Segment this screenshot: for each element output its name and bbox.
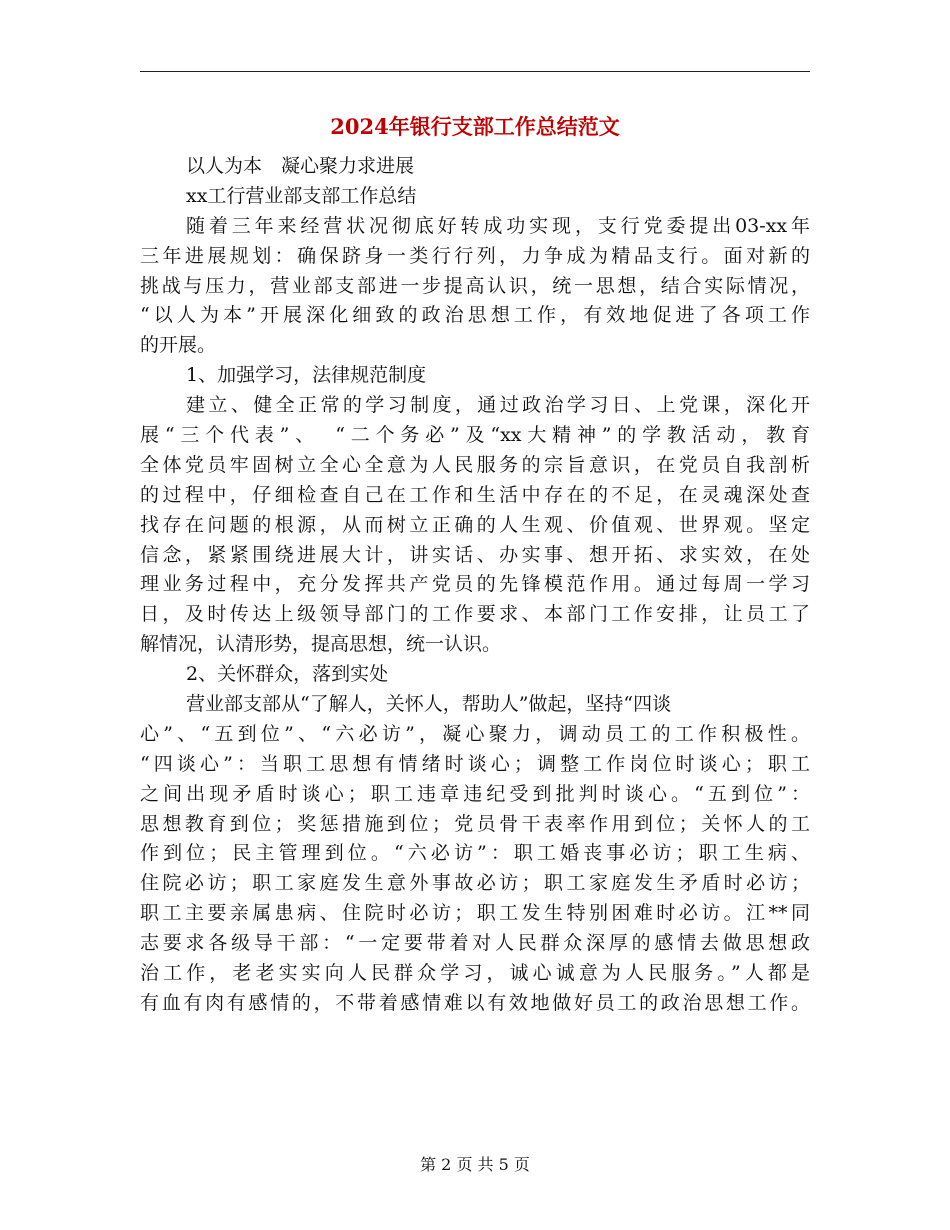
text-line: 理业务过程中，充分发挥共产党员的先锋模范作用。通过每周一学习 — [140, 573, 810, 596]
text-line: 三年进展规划：确保跻身一类行行列，力争成为精品支行。面对新的 — [140, 244, 810, 267]
text-line: 展“三个代表”、 “二个务必”及“xx大精神”的学教活动，教育 — [140, 424, 810, 447]
text-line: 住院必访；职工家庭发生意外事故必访；职工家庭发生矛盾时必访； — [140, 872, 810, 895]
text-line: 心”、“五到位”、“六必访”，凝心聚力，调动员工的工作积极性。 — [140, 722, 810, 745]
page-footer: 第 2 页 共 5 页 — [420, 1155, 530, 1174]
text-line: 全体党员牢固树立全心全意为人民服务的宗旨意识，在党员自我剖析 — [140, 453, 810, 476]
text-line: 有血有肉有感情的，不带着感情难以有效地做好员工的政治思想工作。 — [140, 991, 810, 1014]
text-line: 营业部支部从“了解人，关怀人，帮助人”做起，坚持“四谈 — [186, 693, 672, 716]
text-line: 解情况，认清形势，提高思想，统一认识。 — [140, 633, 502, 656]
document-title: 2024年银行支部工作总结范文 — [330, 114, 620, 139]
text-line: xx工行营业部支部工作总结 — [186, 184, 417, 207]
text-line: 治工作，老老实实向人民群众学习，诚心诚意为人民服务。”人都是 — [140, 962, 810, 985]
text-line: 找存在问题的根源，从而树立正确的人生观、价值观、世界观。坚定 — [140, 513, 810, 536]
text-line: 挑战与压力，营业部支部进一步提高认识，统一思想，结合实际情况， — [140, 274, 810, 297]
text-line: 作到位；民主管理到位。“六必访”：职工婚丧事必访；职工生病、 — [140, 842, 810, 865]
text-line: 之间出现矛盾时谈心；职工违章违纪受到批判时谈心。“五到位”： — [140, 782, 810, 805]
text-line: 2、关怀群众，落到实处 — [186, 663, 389, 686]
text-line: 随着三年来经营状况彻底好转成功实现，支行党委提出03-xx年 — [186, 214, 810, 237]
text-line: “以人为本”开展深化细致的政治思想工作，有效地促进了各项工作 — [140, 304, 810, 327]
text-line: 职工主要亲属患病、住院时必访；职工发生特别困难时必访。江**同 — [140, 902, 810, 925]
header-rule — [140, 71, 810, 72]
text-line: 志要求各级导干部：“一定要带着对人民群众深厚的感情去做思想政 — [140, 932, 810, 955]
text-line: “四谈心”：当职工思想有情绪时谈心；调整工作岗位时谈心；职工 — [140, 752, 810, 775]
text-line: 信念，紧紧围绕进展大计，讲实话、办实事、想开拓、求实效，在处 — [140, 543, 810, 566]
text-line: 思想教育到位；奖惩措施到位；党员骨干表率作用到位；关怀人的工 — [140, 812, 810, 835]
text-line: 1、加强学习，法律规范制度 — [186, 364, 427, 387]
text-line: 建立、健全正常的学习制度，通过政治学习日、上党课，深化开 — [186, 394, 810, 417]
text-line: 的开展。 — [140, 334, 217, 357]
document-body — [140, 152, 810, 1019]
text-line: 以人为本 凝心聚力求进展 — [186, 155, 415, 177]
text-line: 日，及时传达上级领导部门的工作要求、本部门工作安排，让员工了 — [140, 603, 810, 626]
text-line: 的过程中，仔细检查自己在工作和生活中存在的不足，在灵魂深处查 — [140, 483, 810, 506]
